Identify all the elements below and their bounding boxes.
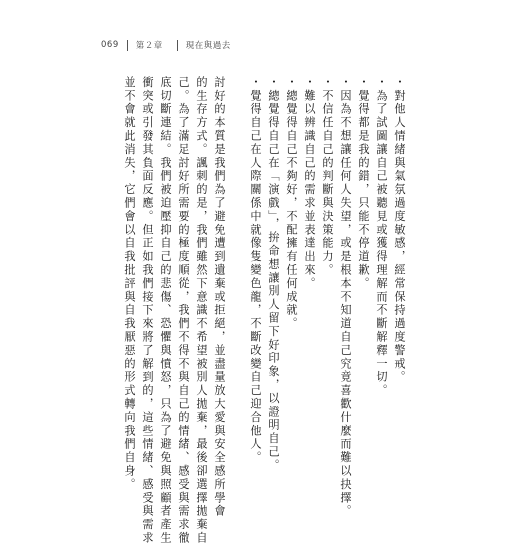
paragraph-line: 衝突或引發其負面反應。但正如我們接下來將了解到的，這些情緒、感受與需求 [141, 76, 154, 545]
body-text [120, 76, 408, 545]
bullet-item: ・因為不想讓任何人失望，或是根本不知道自己究竟喜歡什麼而難以抉擇。 [339, 76, 352, 519]
bullet-item: ・難以辨識自己的需求並表達出來。 [303, 76, 316, 291]
bullet-text: 因為不想讓任何人失望，或是根本不知道自己究竟喜歡什麼而難以抉擇。 [339, 89, 352, 519]
bullet-text: 覺得都是我的錯，只能不停道歉。 [357, 89, 370, 291]
bullet-item: ・為了試圖讓自己被聽見或獲得理解而不斷解釋一切。 [375, 76, 388, 398]
bullet-text: 難以辨識自己的需求並表達出來。 [303, 89, 316, 291]
bullet-item: ・總覺得自己在「演戲」，拚命想讓別人留下好印象，以證明自己。 [267, 76, 280, 473]
bullet-text: 總覺得自己在「演戲」，拚命想讓別人留下好印象，以證明自己。 [267, 89, 280, 473]
bullet-item: ・覺得自己在人際關係中就像隻變色龍，不斷改變自己迎合他人。 [249, 76, 262, 465]
paragraph-line: 底切斷連結。我們被迫壓抑自己的悲傷、恐懼與憤怒，只為了避免與照顧者產生 [159, 76, 172, 545]
header-divider [127, 40, 128, 51]
header-divider [177, 40, 178, 51]
bullet-item: ・總覺得自己不夠好，不配擁有任何成就。 [285, 76, 298, 331]
bullet-text: 為了試圖讓自己被聽見或獲得理解而不斷解釋一切。 [375, 89, 388, 398]
bullet-text: 總覺得自己不夠好，不配擁有任何成就。 [285, 89, 298, 331]
paragraph-line: 己。為了滿足討好所需要的極度順從，我們不得不與自己的情緒、感受與需求徹 [177, 76, 190, 545]
bullet-text: 對他人情緒與氣氛過度敏感，經常保持過度警戒。 [393, 89, 406, 385]
paragraph-line: 並不會就此消失，它們會以自我批評與自我厭惡的形式轉向我們自身。 [123, 76, 136, 492]
bullet-text: 覺得自己在人際關係中就像隻變色龍，不斷改變自己迎合他人。 [249, 89, 262, 465]
chapter-title: 現在與過去 [185, 41, 231, 51]
chapter-label: 第２章 [135, 41, 163, 51]
running-header [101, 38, 231, 52]
bullet-item: ・覺得都是我的錯，只能不停道歉。 [357, 76, 370, 291]
bullet-item: ・對他人情緒與氣氛過度敏感，經常保持過度警戒。 [393, 76, 406, 385]
bullet-text: 不信任自己的判斷與決策能力。 [321, 89, 334, 278]
paragraph-line: 討好的本質是我們為了避免遭到遺棄或拒絕，並盡量放大愛與安全感所學會 [213, 76, 226, 519]
bullet-item: ・不信任自己的判斷與決策能力。 [321, 76, 334, 278]
page-number: 069 [101, 40, 119, 50]
paragraph-line: 的生存方式。諷刺的是，我們雖然下意識不希望被別人拋棄，最後卻選擇拋棄自 [195, 76, 208, 545]
